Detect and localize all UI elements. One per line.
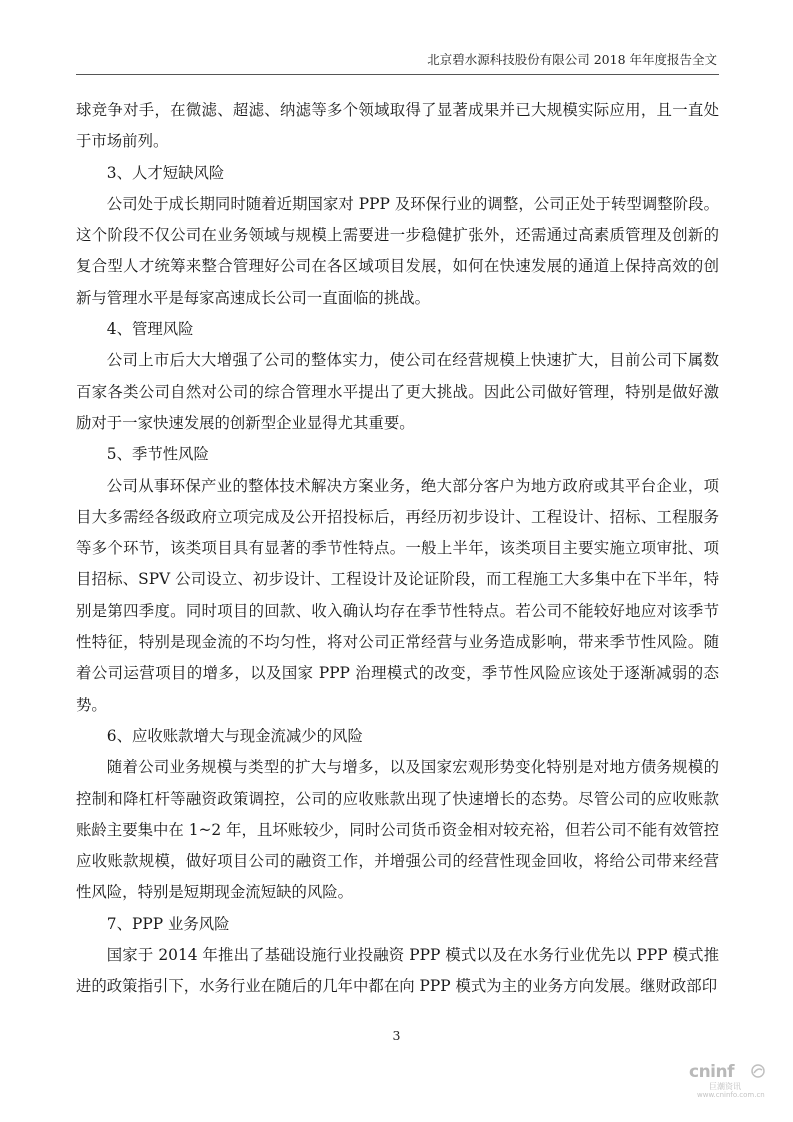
- section-body-management: 公司上市后大大增强了公司的整体实力，使公司在经营规模上快速扩大，目前公司下属数百家各类公司自然对公司的综合管理水平提出了更大挑战。因此公司做好管理，特别是做好激励对于一家快速发展的创新型企业显得尤其重要。: [76, 351, 719, 432]
- watermark-url: www.cninfo.com.cn: [697, 1091, 765, 1099]
- section-heading-management: 4、管理风险: [106, 320, 194, 339]
- section-heading-ppp: 7、PPP 业务风险: [106, 914, 230, 933]
- watermark-name: cninf: [689, 1062, 735, 1082]
- section-heading-seasonality: 5、季节性风险: [106, 445, 209, 464]
- cninfo-logo-icon: [751, 1064, 765, 1078]
- section-body-talent: 公司处于成长期同时随着近期国家对 PPP 及环保行业的调整，公司正处于转型调整阶段。这个阶段不仅公司在业务领域与规模上需要进一步稳健扩张外，还需通过高素质管理及创新的复合型人才统筹来整合管理好公司在各区域项目发展，如何在快速发展的通道上保持高效的创新与管理水平是每家高速成长公司一直面临的挑战。: [76, 194, 719, 307]
- section-body-ppp: 国家于 2014 年推出了基础设施行业投融资 PPP 模式以及在水务行业优先以 PPP 模式推进的政策指引下，水务行业在随后的几年中都在向 PPP 模式为主的业务方向发展。继财政部印: [76, 946, 719, 996]
- watermark-subtitle: 巨潮资讯: [709, 1082, 741, 1091]
- intro-paragraph: 球竞争对手，在微滤、超滤、纳滤等多个领域取得了显著成果并已大规模实际应用，且一直处于市场前列。: [76, 101, 719, 151]
- section-heading-talent: 3、人才短缺风险: [106, 163, 225, 182]
- section-body-seasonality: 公司从事环保产业的整体技术解决方案业务，绝大部分客户为地方政府或其平台企业，项目大多需经各级政府立项完成及公开招投标后，再经历初步设计、工程设计、招标、工程服务等多个环节，该类项目具有显著的季节性特点。一般上半年，该类项目主要实施立项审批、项目招标、SPV 公司设立、初步设计、工程设计及论证阶段，而工程施工大多集中在下半年，特别是第四季度。同时项目的回款、收入确认均存在季节性特点。若公司不能较好地应对该季节性特征，特别是现金流的不均匀性，将对公司正常经营与业务造成影响，带来季节性风险。随着公司运营项目的增多，以及国家 PPP 治理模式的改变，季节性风险应该处于逐渐减弱的态势。: [76, 476, 719, 714]
- header-divider: [76, 74, 719, 75]
- section-heading-receivables: 6、应收账款增大与现金流减少的风险: [106, 726, 363, 745]
- document-body: [76, 95, 719, 1003]
- section-body-receivables: 随着公司业务规模与类型的扩大与增多，以及国家宏观形势变化特别是对地方债务规模的控制和降杠杆等融资政策调控，公司的应收账款出现了快速增长的态势。尽管公司的应收账款账龄主要集中在 1~2 年，且坏账较少，同时公司货币资金相对较充裕，但若公司不能有效管控应收账款规模，做好项目公司的融资工作，并增强公司的经营性现金回收，将给公司带来经营性风险，特别是短期现金流短缺的风险。: [76, 758, 719, 902]
- page-header: 北京碧水源科技股份有限公司 2018 年年度报告全文: [427, 52, 717, 67]
- page-number: 3: [392, 1028, 401, 1043]
- cninfo-watermark: [689, 1062, 767, 1102]
